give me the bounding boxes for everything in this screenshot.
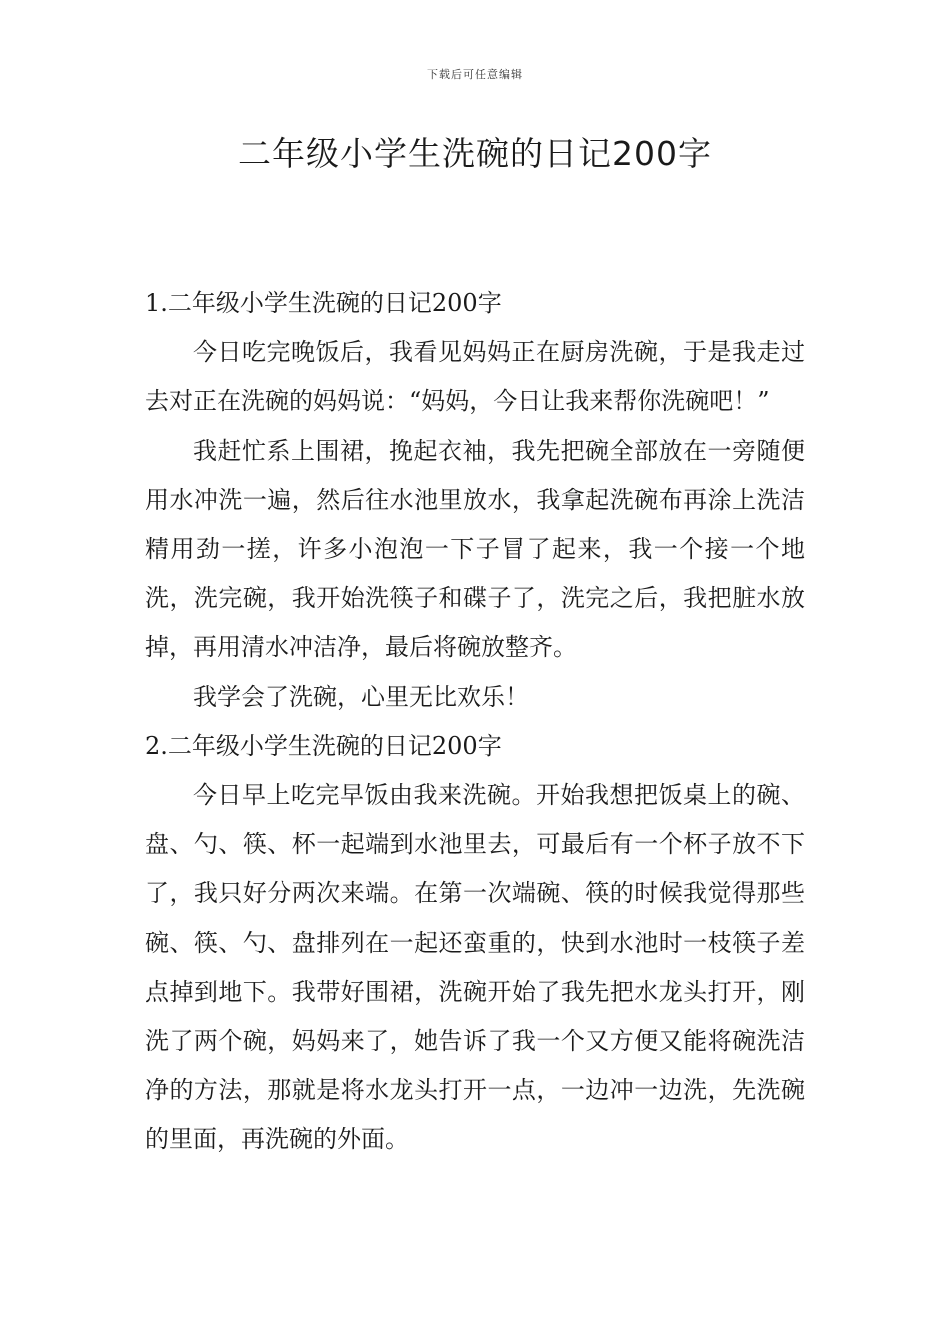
document-body <box>145 279 805 1165</box>
section-1-paragraph-2: 我赶忙系上围裙，挽起衣袖，我先把碗全部放在一旁随便用水冲洗一遍，然后往水池里放水，我拿起洗碗布再涂上洗洁精用劲一搓，许多小泡泡一下子冒了起来，我一个接一个地洗，洗完碗，我开始洗筷子和碟子了，洗完之后，我把脏水放掉，再用清水冲洁净，最后将碗放整齐。 <box>145 436 805 662</box>
section-1-paragraph-1: 今日吃完晚饭后，我看见妈妈正在厨房洗碗，于是我走过去对正在洗碗的妈妈说：“妈妈，今日让我来帮你洗碗吧！” <box>145 338 805 416</box>
section-1-paragraph-3: 我学会了洗碗，心里无比欢乐！ <box>193 682 529 711</box>
section-2-paragraph-1: 今日早上吃完早饭由我来洗碗。开始我想把饭桌上的碗、盘、勺、筷、杯一起端到水池里去，可最后有一个杯子放不下了，我只好分两次来端。在第一次端碗、筷的时候我觉得那些碗、筷、勺、盘排列在一起还蛮重的，快到水池时一枝筷子差点掉到地下。我带好围裙，洗碗开始了我先把水龙头打开，刚洗了两个碗，妈妈来了，她告诉了我一个又方便又能将碗洗洁净的方法，那就是将水龙头打开一点，一边冲一边洗，先洗碗的里面，再洗碗的外面。 <box>145 781 805 1154</box>
section-heading-1: 1.二年级小学生洗碗的日记200字 <box>145 289 502 317</box>
section-heading-2: 2.二年级小学生洗碗的日记200字 <box>145 731 502 760</box>
document-title: 二年级小学生洗碗的日记200字 <box>238 134 712 173</box>
header-note: 下载后可任意编辑 <box>427 68 523 81</box>
